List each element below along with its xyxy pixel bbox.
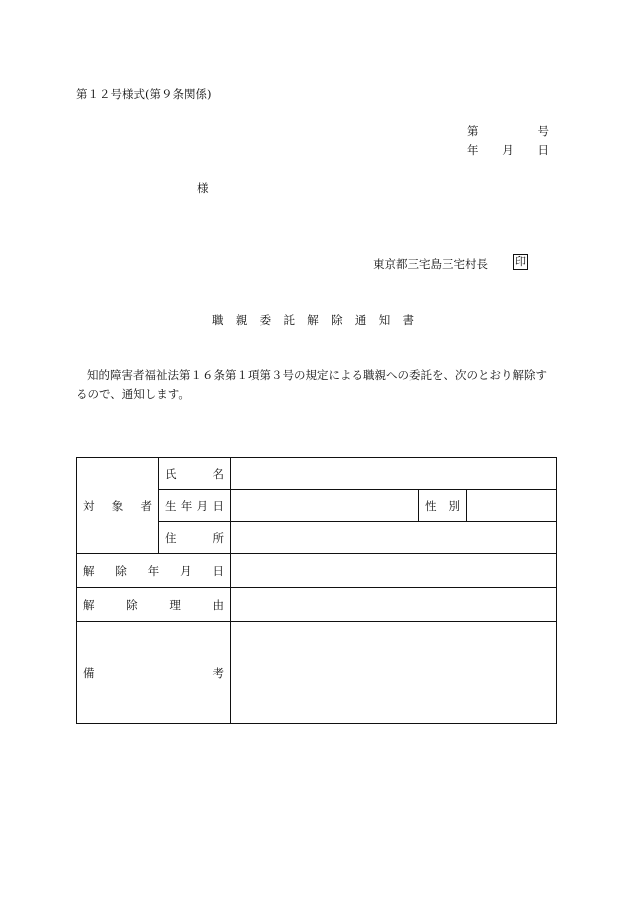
title-char: 解 <box>307 313 319 327</box>
label-char: 解 <box>83 597 95 612</box>
doc-number-suffix: 号 <box>537 124 549 138</box>
title-char: 通 <box>354 313 367 327</box>
title-char: 除 <box>331 313 343 327</box>
label-char: 除 <box>126 597 138 612</box>
issuer-name: 東京都三宅島三宅村長 <box>373 257 488 271</box>
label-char: 日 <box>212 563 224 578</box>
release-date-field[interactable] <box>231 554 557 588</box>
label-char: 年 <box>147 563 160 578</box>
label-char: 性 <box>425 498 437 513</box>
label-char: 解 <box>83 563 95 578</box>
label-char: 者 <box>140 498 152 513</box>
title-char: 託 <box>283 313 295 327</box>
label-char: 由 <box>212 597 224 612</box>
subject-info-table <box>76 457 557 724</box>
sex-label <box>419 490 467 522</box>
title-char: 親 <box>235 313 248 327</box>
document-number <box>467 123 549 139</box>
document-title <box>212 312 414 328</box>
label-char: 備 <box>83 665 95 680</box>
form-number: 第１２号様式(第９条関係) <box>76 87 212 101</box>
name-label <box>159 458 231 490</box>
title-char: 委 <box>259 313 272 327</box>
release-reason-label <box>77 588 231 622</box>
release-reason-field[interactable] <box>231 588 557 622</box>
label-char: 名 <box>212 466 224 481</box>
remarks-field[interactable] <box>231 622 557 724</box>
title-char: 知 <box>378 313 391 327</box>
label-char: 氏 <box>165 466 177 481</box>
label-char: 象 <box>111 498 124 513</box>
label-char: 除 <box>115 563 127 578</box>
label-char: 考 <box>212 665 224 680</box>
label-char: 月 <box>180 563 192 578</box>
recipient-honorific: 様 <box>197 181 209 195</box>
subject-label <box>77 458 159 554</box>
remarks-label <box>77 622 231 724</box>
label-char: 年 <box>180 498 193 513</box>
date-month: 月 <box>502 143 514 157</box>
name-field[interactable] <box>231 458 557 490</box>
date-day: 日 <box>537 143 549 157</box>
body-paragraph: 知的障害者福祉法第１６条第１項第３号の規定による職親への委託を、次のとおり解除するので、通知します。 <box>76 368 547 401</box>
address-field[interactable] <box>231 522 557 554</box>
doc-number-prefix: 第 <box>467 124 479 138</box>
title-char: 書 <box>402 313 414 327</box>
release-date-label <box>77 554 231 588</box>
label-char: 所 <box>212 530 224 545</box>
title-char: 職 <box>212 313 224 327</box>
date-year: 年 <box>467 143 479 157</box>
label-char: 月 <box>196 498 209 513</box>
seal-mark: 印 <box>515 255 526 268</box>
label-char: 住 <box>165 530 177 545</box>
issue-date <box>467 142 549 158</box>
birthdate-label <box>159 490 231 522</box>
label-char: 対 <box>83 498 95 513</box>
sex-field[interactable] <box>467 490 557 522</box>
label-char: 別 <box>448 498 460 513</box>
address-label <box>159 522 231 554</box>
label-char: 日 <box>212 498 224 513</box>
label-char: 生 <box>165 498 177 513</box>
birthdate-field[interactable] <box>231 490 419 522</box>
label-char: 理 <box>169 597 181 612</box>
